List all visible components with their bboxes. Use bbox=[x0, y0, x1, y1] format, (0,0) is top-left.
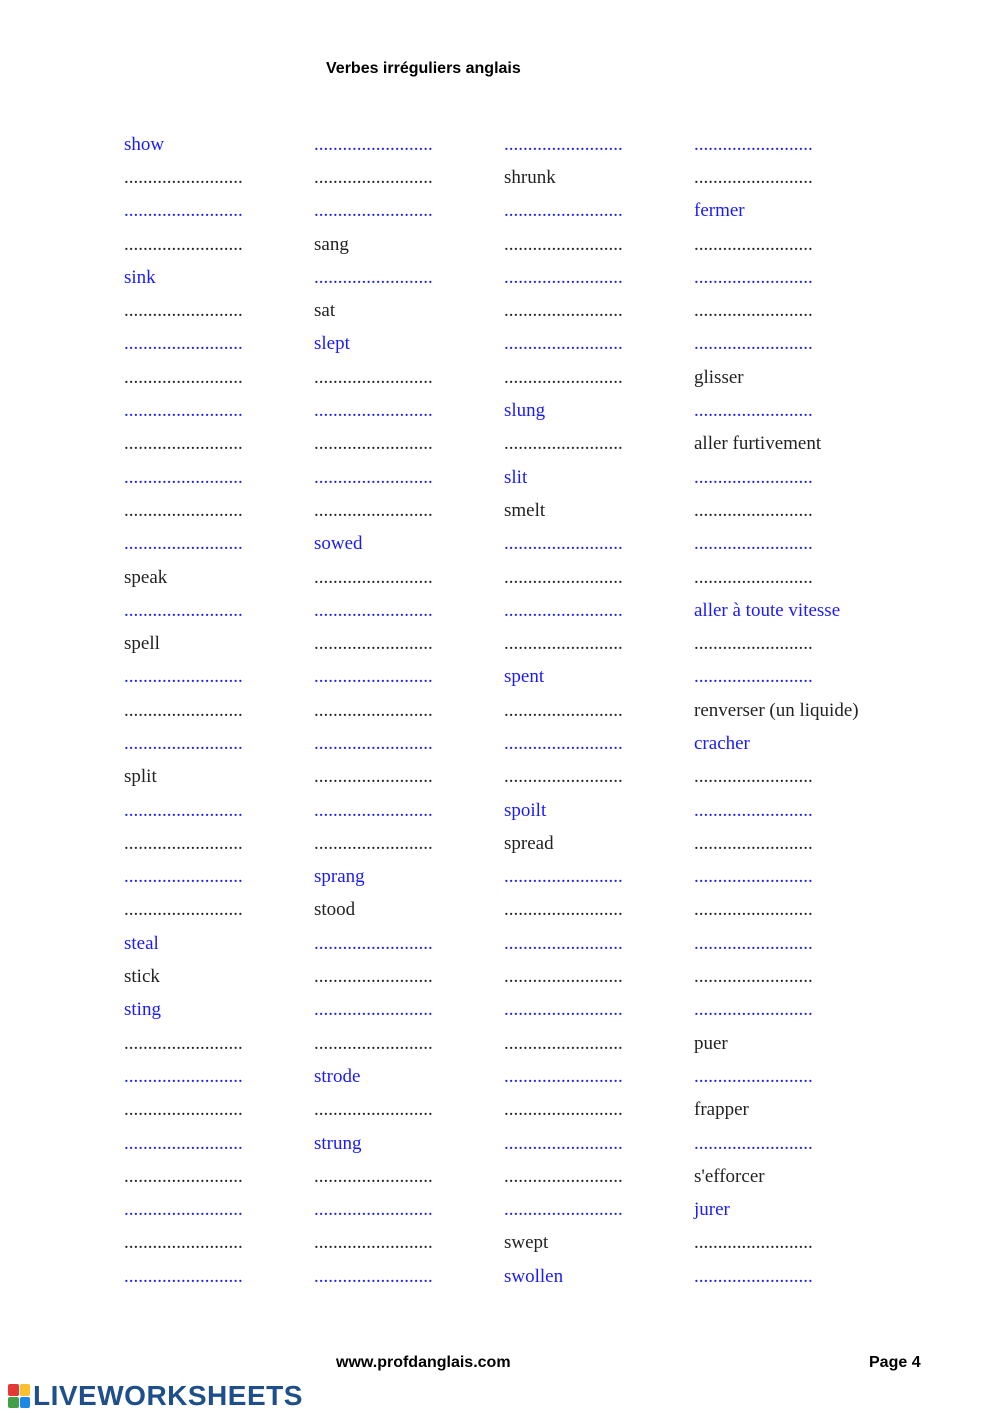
answer-blank[interactable]: ......................... bbox=[314, 666, 433, 688]
answer-blank[interactable]: ......................... bbox=[314, 766, 433, 788]
verb-cell: strung bbox=[314, 1132, 362, 1154]
answer-blank[interactable]: ......................... bbox=[504, 699, 623, 721]
answer-blank[interactable]: ......................... bbox=[314, 1199, 433, 1221]
answer-blank[interactable]: ......................... bbox=[504, 1165, 623, 1187]
answer-blank[interactable]: ......................... bbox=[694, 566, 813, 588]
verb-cell: spell bbox=[124, 633, 160, 655]
verb-cell: slung bbox=[504, 400, 546, 422]
answer-blank[interactable]: ......................... bbox=[124, 666, 243, 688]
answer-blank[interactable]: ......................... bbox=[504, 266, 623, 288]
answer-blank[interactable]: ......................... bbox=[504, 366, 623, 388]
answer-blank[interactable]: ......................... bbox=[694, 866, 813, 888]
liveworksheets-brand[interactable] bbox=[8, 1380, 303, 1412]
verb-cell: stood bbox=[314, 899, 356, 921]
verb-row bbox=[124, 294, 884, 327]
answer-blank[interactable]: ......................... bbox=[124, 166, 243, 188]
answer-blank[interactable]: ......................... bbox=[504, 133, 623, 155]
answer-blank[interactable]: ......................... bbox=[314, 932, 433, 954]
answer-blank[interactable]: ......................... bbox=[694, 633, 813, 655]
verb-cell: fermer bbox=[694, 200, 745, 222]
answer-blank[interactable]: ......................... bbox=[504, 1199, 623, 1221]
verb-cell: steal bbox=[124, 932, 159, 954]
verb-table bbox=[124, 128, 884, 1293]
verb-row bbox=[124, 1227, 884, 1260]
verb-row bbox=[124, 594, 884, 627]
answer-blank[interactable]: ......................... bbox=[314, 732, 433, 754]
answer-blank[interactable]: ......................... bbox=[694, 1232, 813, 1254]
verb-cell: slit bbox=[504, 466, 528, 488]
verb-cell: renverser (un liquide) bbox=[694, 699, 859, 721]
brand-name: LIVEWORKSHEETS bbox=[33, 1380, 303, 1411]
verb-cell: puer bbox=[694, 1032, 728, 1054]
verb-cell: sting bbox=[124, 999, 161, 1021]
verb-cell: s'efforcer bbox=[694, 1165, 765, 1187]
verb-row bbox=[124, 1060, 884, 1093]
page-number: Page 4 bbox=[869, 1354, 921, 1371]
answer-blank[interactable]: ......................... bbox=[124, 499, 243, 521]
answer-blank[interactable]: ......................... bbox=[694, 799, 813, 821]
verb-cell: sprang bbox=[314, 866, 365, 888]
answer-blank[interactable]: ......................... bbox=[124, 832, 243, 854]
verb-row bbox=[124, 361, 884, 394]
answer-blank[interactable]: ......................... bbox=[504, 1132, 623, 1154]
answer-blank[interactable]: ......................... bbox=[314, 633, 433, 655]
verb-row bbox=[124, 394, 884, 427]
answer-blank[interactable]: ......................... bbox=[124, 699, 243, 721]
verb-cell: spent bbox=[504, 666, 545, 688]
answer-blank[interactable]: ......................... bbox=[504, 866, 623, 888]
verb-row bbox=[124, 261, 884, 294]
answer-blank[interactable]: ......................... bbox=[124, 599, 243, 621]
answer-blank[interactable]: ......................... bbox=[124, 533, 243, 555]
verb-row bbox=[124, 195, 884, 228]
verb-cell: spoilt bbox=[504, 799, 547, 821]
answer-blank[interactable]: ......................... bbox=[504, 566, 623, 588]
verb-cell: smelt bbox=[504, 499, 546, 521]
answer-blank[interactable]: ......................... bbox=[314, 599, 433, 621]
verb-row bbox=[124, 960, 884, 993]
answer-blank[interactable]: ......................... bbox=[124, 366, 243, 388]
verb-row bbox=[124, 661, 884, 694]
verb-cell: glisser bbox=[694, 366, 744, 388]
verb-row bbox=[124, 627, 884, 660]
answer-blank[interactable]: ......................... bbox=[124, 1065, 243, 1087]
verb-row bbox=[124, 128, 884, 161]
answer-blank[interactable]: ......................... bbox=[124, 866, 243, 888]
verb-cell: speak bbox=[124, 566, 168, 588]
answer-blank[interactable]: ......................... bbox=[694, 533, 813, 555]
verb-cell: slept bbox=[314, 333, 350, 355]
verb-cell: strode bbox=[314, 1065, 361, 1087]
answer-blank[interactable]: ......................... bbox=[314, 1232, 433, 1254]
answer-blank[interactable]: ......................... bbox=[504, 899, 623, 921]
answer-blank[interactable]: ......................... bbox=[314, 966, 433, 988]
answer-blank[interactable]: ......................... bbox=[314, 466, 433, 488]
verb-cell: shrunk bbox=[504, 166, 556, 188]
verb-cell: sat bbox=[314, 300, 336, 322]
answer-blank[interactable]: ......................... bbox=[124, 1232, 243, 1254]
verb-row bbox=[124, 1027, 884, 1060]
verb-cell: sang bbox=[314, 233, 349, 255]
verb-cell: split bbox=[124, 766, 157, 788]
answer-blank[interactable]: ......................... bbox=[504, 1065, 623, 1087]
answer-blank[interactable]: ......................... bbox=[124, 400, 243, 422]
verb-cell: cracher bbox=[694, 732, 750, 754]
answer-blank[interactable]: ......................... bbox=[504, 200, 623, 222]
verb-row bbox=[124, 1094, 884, 1127]
answer-blank[interactable]: ......................... bbox=[124, 1199, 243, 1221]
answer-blank[interactable]: ......................... bbox=[504, 533, 623, 555]
verb-row bbox=[124, 228, 884, 261]
answer-blank[interactable]: ......................... bbox=[124, 333, 243, 355]
answer-blank[interactable]: ......................... bbox=[314, 799, 433, 821]
answer-blank[interactable]: ......................... bbox=[314, 266, 433, 288]
answer-blank[interactable]: ......................... bbox=[504, 966, 623, 988]
answer-blank[interactable]: ......................... bbox=[314, 1265, 433, 1287]
verb-cell: jurer bbox=[694, 1199, 730, 1221]
answer-blank[interactable]: ......................... bbox=[314, 200, 433, 222]
answer-blank[interactable]: ......................... bbox=[694, 766, 813, 788]
verb-row bbox=[124, 1160, 884, 1193]
answer-blank[interactable]: ......................... bbox=[694, 966, 813, 988]
answer-blank[interactable]: ......................... bbox=[314, 499, 433, 521]
answer-blank[interactable]: ......................... bbox=[314, 433, 433, 455]
answer-blank[interactable]: ......................... bbox=[124, 732, 243, 754]
answer-blank[interactable]: ......................... bbox=[504, 599, 623, 621]
answer-blank[interactable]: ......................... bbox=[314, 1099, 433, 1121]
answer-blank[interactable]: ......................... bbox=[314, 133, 433, 155]
answer-blank[interactable]: ......................... bbox=[504, 433, 623, 455]
answer-blank[interactable]: ......................... bbox=[694, 932, 813, 954]
answer-blank[interactable]: ......................... bbox=[694, 333, 813, 355]
verb-row bbox=[124, 1260, 884, 1293]
verb-row bbox=[124, 994, 884, 1027]
answer-blank[interactable]: ......................... bbox=[694, 300, 813, 322]
verb-row bbox=[124, 528, 884, 561]
answer-blank[interactable]: ......................... bbox=[314, 699, 433, 721]
answer-blank[interactable]: ......................... bbox=[504, 932, 623, 954]
verb-row bbox=[124, 1127, 884, 1160]
answer-blank[interactable]: ......................... bbox=[694, 133, 813, 155]
verb-row bbox=[124, 428, 884, 461]
verb-cell: spread bbox=[504, 832, 554, 854]
answer-blank[interactable]: ......................... bbox=[504, 766, 623, 788]
answer-blank[interactable]: ......................... bbox=[504, 1032, 623, 1054]
answer-blank[interactable]: ......................... bbox=[504, 300, 623, 322]
answer-blank[interactable]: ......................... bbox=[314, 366, 433, 388]
verb-row bbox=[124, 827, 884, 860]
verb-cell: aller furtivement bbox=[694, 433, 822, 455]
verb-row bbox=[124, 461, 884, 494]
answer-blank[interactable]: ......................... bbox=[124, 1165, 243, 1187]
verb-row bbox=[124, 694, 884, 727]
answer-blank[interactable]: ......................... bbox=[314, 400, 433, 422]
verb-cell: stick bbox=[124, 966, 160, 988]
answer-blank[interactable]: ......................... bbox=[694, 266, 813, 288]
liveworksheets-logo-icon bbox=[8, 1384, 30, 1408]
answer-blank[interactable]: ......................... bbox=[694, 499, 813, 521]
verb-row bbox=[124, 927, 884, 960]
answer-blank[interactable]: ......................... bbox=[694, 999, 813, 1021]
verb-cell: frapper bbox=[694, 1099, 749, 1121]
verb-cell: show bbox=[124, 133, 165, 155]
verb-cell: swept bbox=[504, 1232, 549, 1254]
answer-blank[interactable]: ......................... bbox=[504, 633, 623, 655]
answer-blank[interactable]: ......................... bbox=[314, 566, 433, 588]
verb-row bbox=[124, 494, 884, 527]
answer-blank[interactable]: ......................... bbox=[694, 1265, 813, 1287]
answer-blank[interactable]: ......................... bbox=[694, 899, 813, 921]
answer-blank[interactable]: ......................... bbox=[504, 732, 623, 754]
answer-blank[interactable]: ......................... bbox=[314, 1032, 433, 1054]
answer-blank[interactable]: ......................... bbox=[124, 1032, 243, 1054]
page-title: Verbes irréguliers anglais bbox=[326, 60, 521, 77]
answer-blank[interactable]: ......................... bbox=[504, 1099, 623, 1121]
answer-blank[interactable]: ......................... bbox=[314, 1165, 433, 1187]
answer-blank[interactable]: ......................... bbox=[314, 832, 433, 854]
answer-blank[interactable]: ......................... bbox=[694, 1065, 813, 1087]
answer-blank[interactable]: ......................... bbox=[504, 233, 623, 255]
answer-blank[interactable]: ......................... bbox=[694, 466, 813, 488]
verb-row bbox=[124, 561, 884, 594]
answer-blank[interactable]: ......................... bbox=[694, 233, 813, 255]
answer-blank[interactable]: ......................... bbox=[124, 799, 243, 821]
verb-row bbox=[124, 727, 884, 760]
answer-blank[interactable]: ......................... bbox=[314, 166, 433, 188]
verb-row bbox=[124, 861, 884, 894]
verb-cell: swollen bbox=[504, 1265, 564, 1287]
verb-cell: sink bbox=[124, 266, 156, 288]
answer-blank[interactable]: ......................... bbox=[124, 466, 243, 488]
answer-blank[interactable]: ......................... bbox=[694, 400, 813, 422]
answer-blank[interactable]: ......................... bbox=[694, 166, 813, 188]
verb-cell: aller à toute vitesse bbox=[694, 599, 841, 621]
verb-row bbox=[124, 894, 884, 927]
verb-row bbox=[124, 1194, 884, 1227]
answer-blank[interactable]: ......................... bbox=[124, 1265, 243, 1287]
answer-blank[interactable]: ......................... bbox=[124, 1099, 243, 1121]
answer-blank[interactable]: ......................... bbox=[694, 666, 813, 688]
verb-cell: sowed bbox=[314, 533, 363, 555]
verb-row bbox=[124, 328, 884, 361]
answer-blank[interactable]: ......................... bbox=[124, 233, 243, 255]
answer-blank[interactable]: ......................... bbox=[124, 1132, 243, 1154]
answer-blank[interactable]: ......................... bbox=[504, 999, 623, 1021]
verb-row bbox=[124, 161, 884, 194]
answer-blank[interactable]: ......................... bbox=[694, 1132, 813, 1154]
answer-blank[interactable]: ......................... bbox=[124, 433, 243, 455]
answer-blank[interactable]: ......................... bbox=[124, 300, 243, 322]
verb-row bbox=[124, 761, 884, 794]
answer-blank[interactable]: ......................... bbox=[124, 899, 243, 921]
answer-blank[interactable]: ......................... bbox=[124, 200, 243, 222]
answer-blank[interactable]: ......................... bbox=[504, 333, 623, 355]
verb-row bbox=[124, 794, 884, 827]
answer-blank[interactable]: ......................... bbox=[314, 999, 433, 1021]
footer-website[interactable]: www.profdanglais.com bbox=[336, 1354, 511, 1371]
answer-blank[interactable]: ......................... bbox=[694, 832, 813, 854]
